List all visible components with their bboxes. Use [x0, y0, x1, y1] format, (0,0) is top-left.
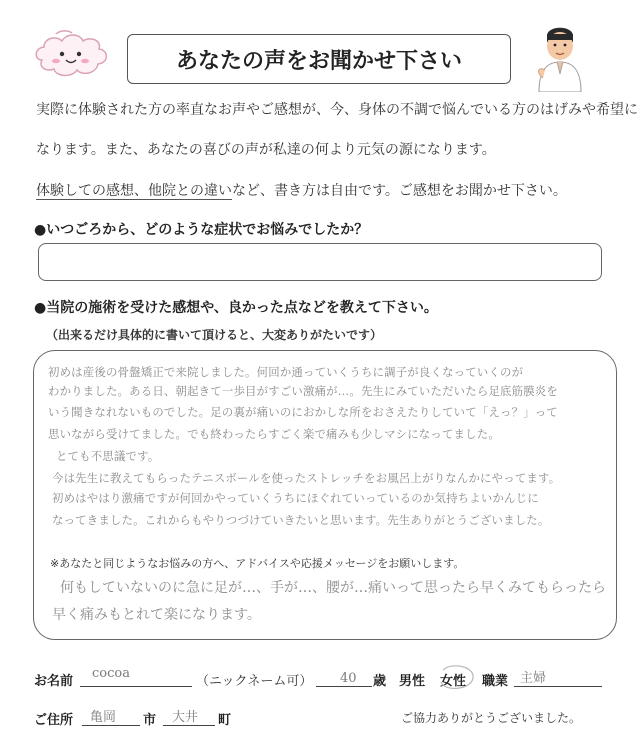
job-underline: [514, 686, 602, 687]
male-option[interactable]: 男性: [399, 674, 426, 689]
intro-underlined-text: 体験しての感想、他院との違い: [36, 183, 232, 199]
message-line: 何もしていないのに急に足が…、手が…、腰が…痛いって思ったら早くみてもらったら: [60, 580, 606, 596]
town-label: 町: [218, 713, 232, 728]
intro-line-3-rest: など、書き方は自由です。ご感想をお聞かせ下さい。: [232, 183, 567, 199]
answer-symptoms-box[interactable]: [38, 243, 602, 281]
question-impressions: ●当院の施術を受けた感想や、良かった点などを教えて下さい。: [34, 300, 438, 316]
answer-line: いう聞きなれないものでした。足の裏が痛いのにおかしな所をおさえたりしていて「えっ？」って: [48, 405, 558, 419]
intro-line-2: なります。また、あなたの喜びの声が私達の何より元気の源になります。: [36, 142, 496, 158]
intro-line-3: [36, 180, 567, 200]
intro-line-1: 実際に体験された方の率直なお声やご感想が、今、身体の不調で悩んでいる方のはげみや希望に: [36, 102, 638, 118]
female-option[interactable]: 女性: [440, 674, 467, 689]
answer-line: わかりました。ある日、朝起きて一歩目がすごい激痛が…。先生にみていただいたら足底筋膜炎を: [48, 384, 558, 398]
answer-line: 初めは産後の骨盤矯正で来院しました。何回か通っていくうちに調子が良くなっていくのが: [48, 365, 524, 379]
name-underline: [80, 686, 192, 687]
question-symptoms: ●いつごろから、どのような症状でお悩みでしたか？: [34, 222, 369, 238]
answer-line: 思いながら受けてました。でも終わったらすごく楽で痛みも少しマシになってました。: [48, 427, 500, 441]
cloud-character-icon: [32, 30, 112, 82]
answer-line: とても不思議です。: [56, 449, 160, 463]
answer-line: なってきました。これからもやりつづけていきたいと思います。先生ありがとうございました。: [52, 513, 550, 527]
town-value: 大井: [172, 710, 199, 725]
selection-circle-icon: [437, 664, 477, 692]
nickname-note: （ニックネーム可）: [196, 674, 313, 689]
answer-line: 今は先生に教えてもらったテニスボールを使ったストレッチをお風呂上がりなんかにやってます。: [52, 471, 561, 485]
city-underline: [82, 725, 140, 726]
message-note: ※あなたと同じようなお悩みの方へ、アドバイスや応援メッセージをお願いします。: [50, 557, 465, 570]
city-value: 亀岡: [90, 710, 117, 725]
answer-line: 初めはやはり激痛ですが何回かやっていくうちにほぐれていっているのか気持ちよいかんじに: [52, 491, 539, 505]
age-value: 40: [340, 671, 357, 686]
address-label: ご住所: [34, 713, 74, 728]
age-underline: [316, 686, 372, 687]
thanks-text: ご協力ありがとうございました。: [401, 711, 582, 725]
question-impressions-note: （出来るだけ具体的に書いて頂けると、大変ありがたいです）: [46, 328, 383, 342]
page-title: あなたの声をお聞かせ下さい: [127, 34, 511, 84]
city-label: 市: [143, 713, 157, 728]
town-underline: [163, 725, 215, 726]
doctor-character-icon: [531, 22, 589, 92]
job-label: 職業: [482, 674, 509, 689]
name-label: お名前: [34, 674, 74, 689]
name-value: cocoa: [92, 666, 130, 681]
message-line: 早く痛みもとれて楽になります。: [52, 607, 261, 623]
job-value: 主婦: [520, 671, 547, 686]
age-label: 歳: [373, 674, 387, 689]
